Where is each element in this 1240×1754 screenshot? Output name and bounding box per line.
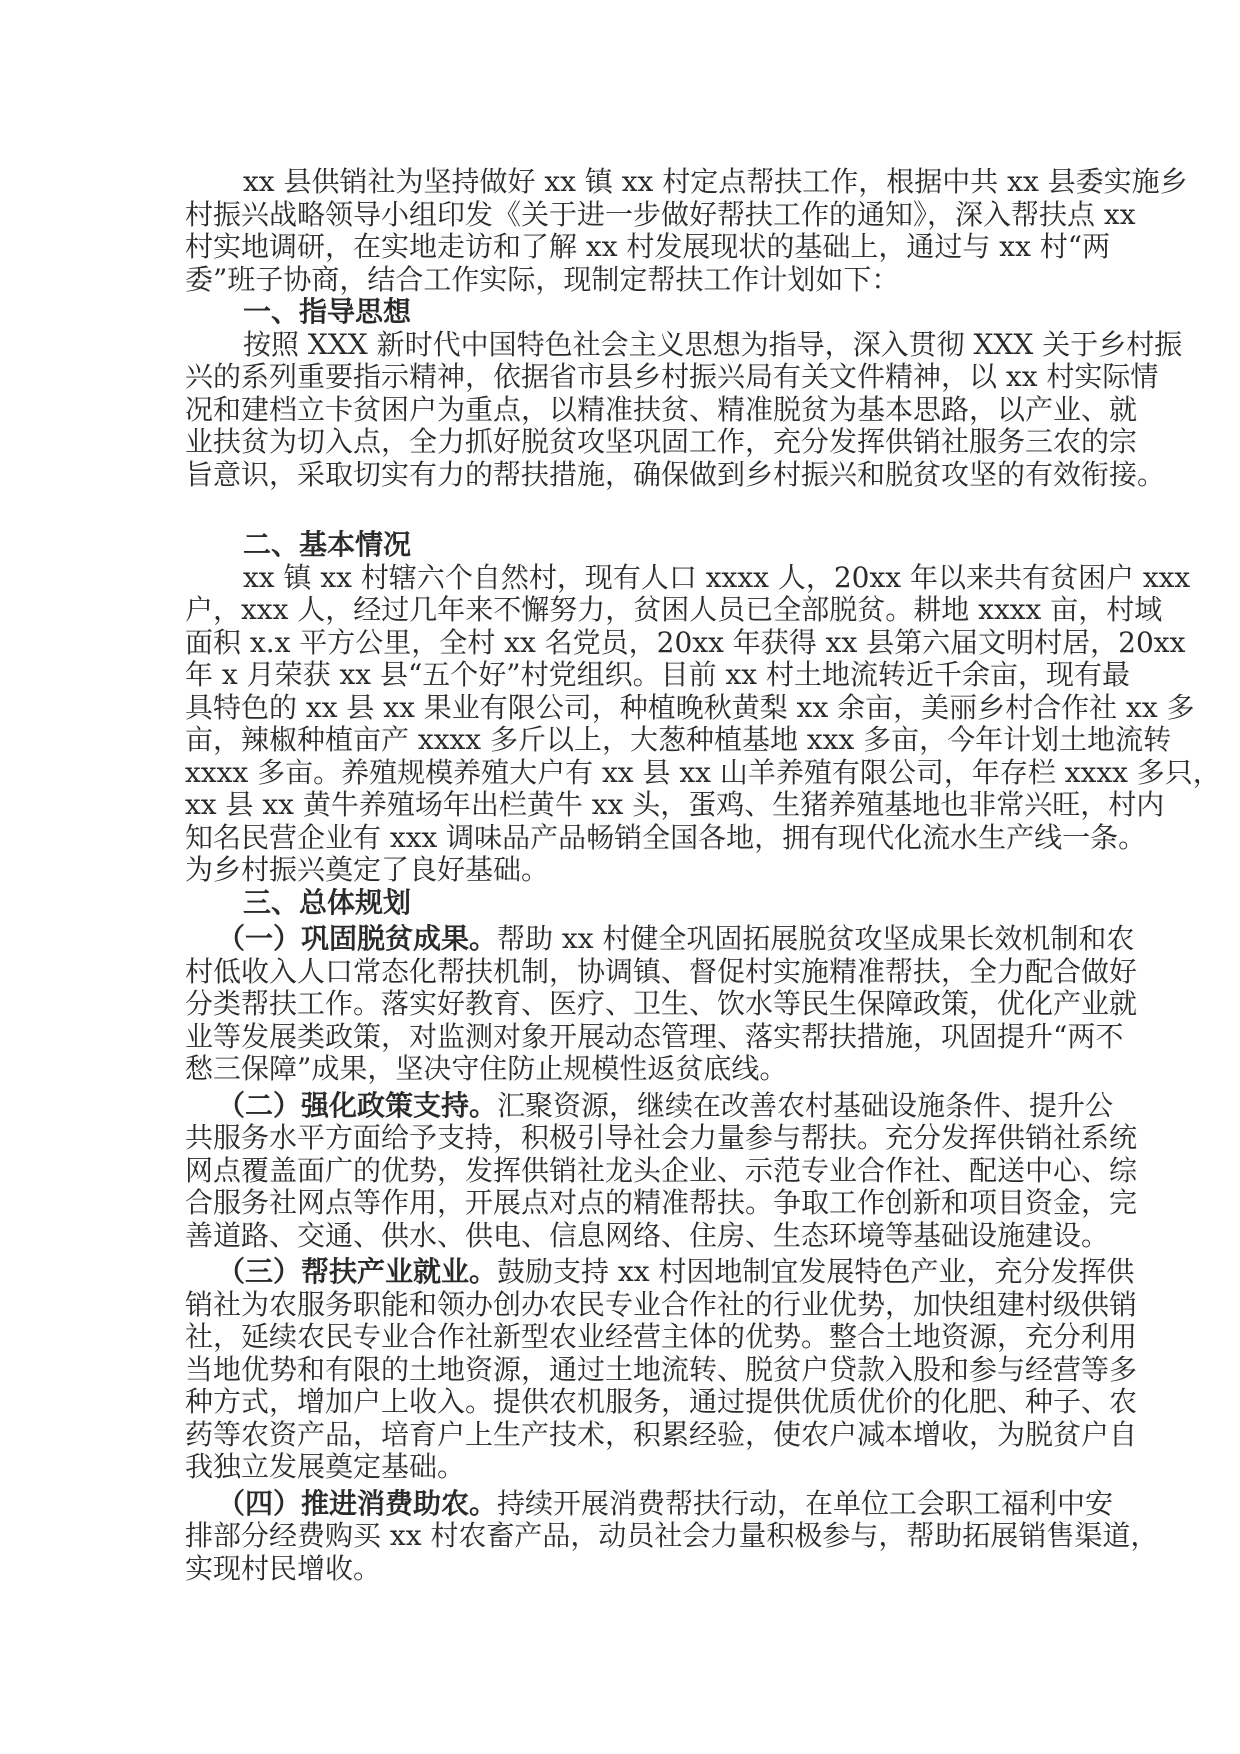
text-line: 分类帮扶工作。落实好教育、医疗、卫生、饮水等民生保障政策，优化产业就 xyxy=(185,987,1138,1020)
text-line: 善道路、交通、供水、供电、信息网络、住房、生态环境等基础设施建设。 xyxy=(185,1218,1110,1252)
section-heading: 一、指导思想 xyxy=(243,295,412,328)
text-line: 排部分经费购买 xx 村农畜产品，动员社会力量积极参与，帮助拓展销售渠道， xyxy=(185,1519,1159,1552)
text-line: 种方式，增加户上收入。提供农机服务，通过提供优质优价的化肥、种子、农 xyxy=(185,1385,1138,1418)
subsection-text: 鼓励支持 xx 村因地制宜发展特色产业，充分发挥供 xyxy=(497,1255,1135,1288)
text-line: 实现村民增收。 xyxy=(185,1551,382,1585)
text-line: 年 x 月荣获 xx 县“五个好”村党组织。目前 xx 村土地流转近千余亩，现有最 xyxy=(185,658,1130,691)
text-line: 户，xxx 人，经过几年来不懈努力，贫困人员已全部脱贫。耕地 xxxx 亩，村域 xyxy=(185,593,1163,626)
text-line: 兴的系列重要指示精神，依据省市县乡村振兴局有关文件精神，以 xx 村实际情 xyxy=(185,360,1159,393)
text-line: xx 县 xx 黄牛养殖场年出栏黄牛 xx 头，蛋鸡、生猪养殖基地也非常兴旺，村内 xyxy=(185,788,1165,821)
text-line: 知名民营企业有 xxx 调味品产品畅销全国各地，拥有现代化流水生产线一条。 xyxy=(185,820,1147,854)
section-heading: 二、基本情况 xyxy=(243,528,412,561)
text-line: 业等发展类政策，对监测对象开展动态管理、落实帮扶措施，巩固提升“两不 xyxy=(185,1019,1124,1053)
text-line: 合服务社网点等作用，开展点对点的精准帮扶。争取工作创新和项目资金，完 xyxy=(185,1186,1138,1219)
text-line xyxy=(185,1255,1135,1289)
text-line: 共服务水平方面给予支持，积极引导社会力量参与帮扶。充分发挥供销社系统 xyxy=(185,1121,1138,1154)
text-line: 药等农资产品，培育户上生产技术，积累经验，使农户减本增收，为脱贫户自 xyxy=(185,1417,1138,1451)
text-line: xx 县供销社为坚持做好 xx 镇 xx 村定点帮扶工作，根据中共 xx 县委实施乡 xyxy=(243,165,1188,198)
body-paragraph xyxy=(185,560,1221,887)
text-line: xx 镇 xx 村辖六个自然村，现有人口 xxxx 人，20xx 年以来共有贫困户 xxx xyxy=(243,560,1191,594)
text-line: 销社为农服务职能和领办创办农民专业合作社的行业优势，加快组建村级供销 xyxy=(185,1287,1138,1321)
text-line: 村振兴战略领导小组印发《关于进一步做好帮扶工作的通知》，深入帮扶点 xx xyxy=(185,197,1136,231)
text-line: 旨意识，采取切实有力的帮扶措施，确保做到乡村振兴和脱贫攻坚的有效衔接。 xyxy=(185,457,1166,491)
subsection-text: 持续开展消费帮扶行动，在单位工会职工福利中安 xyxy=(497,1486,1114,1520)
text-line: 村低收入人口常态化帮扶机制，协调镇、督促村实施精准帮扶，全力配合做好 xyxy=(185,954,1138,988)
text-line: 愁三保障”成果，坚决守住防止规模性返贫底线。 xyxy=(185,1052,788,1085)
text-line: 具特色的 xx 县 xx 果业有限公司，种植晚秋黄梨 xx 余亩，美丽乡村合作社 xx 多 xyxy=(185,690,1195,724)
body-paragraph xyxy=(185,327,1183,492)
subsection-paragraph xyxy=(185,922,1138,1086)
text-line: 当地优势和有限的土地资源，通过土地流转、脱贫户贷款入股和参与经营等多 xyxy=(185,1352,1138,1386)
subsection-title: （二）强化政策支持。 xyxy=(217,1088,498,1122)
text-line: 业扶贫为切入点，全力抓好脱贫攻坚巩固工作，充分发挥供销社服务三农的宗 xyxy=(185,425,1138,458)
document-body xyxy=(185,165,1221,1585)
text-line: 村实地调研，在实地走访和了解 xx 村发展现状的基础上，通过与 xx 村“两 xyxy=(185,230,1111,263)
text-line: 委”班子协商，结合工作实际，现制定帮扶工作计划如下： xyxy=(185,262,900,296)
text-line: 为乡村振兴奠定了良好基础。 xyxy=(185,853,550,886)
text-line: 网点覆盖面广的优势，发挥供销社龙头企业、示范专业合作社、配送中心、综 xyxy=(185,1153,1138,1187)
text-line: 亩，辣椒种植亩产 xxxx 多斤以上，大葱种植基地 xxx 多亩，今年计划土地流转 xyxy=(185,723,1172,756)
text-line: 我独立发展奠定基础。 xyxy=(185,1450,466,1483)
subsection-title: （一）巩固脱贫成果。 xyxy=(217,922,498,955)
subsection-paragraph xyxy=(185,1255,1138,1484)
subsection-title: （四）推进消费助农。 xyxy=(217,1486,498,1520)
text-line xyxy=(185,1486,1114,1521)
text-line xyxy=(185,1088,1114,1123)
text-line: 况和建档立卡贫困户为重点，以精准扶贫、精准脱贫为基本思路，以产业、就 xyxy=(185,392,1138,426)
text-line xyxy=(185,922,1135,956)
subsection-text: 汇聚资源，继续在改善农村基础设施条件、提升公 xyxy=(497,1088,1114,1122)
subsection-title: （三）帮扶产业就业。 xyxy=(217,1255,498,1288)
section-heading: 三、总体规划 xyxy=(243,885,412,919)
subsection-text: 帮助 xx 村健全巩固拓展脱贫攻坚成果长效机制和农 xyxy=(497,922,1135,955)
subsection-paragraph xyxy=(185,1486,1159,1586)
text-line: 按照 XXX 新时代中国特色社会主义思想为指导，深入贯彻 XXX 关于乡村振 xyxy=(243,327,1183,361)
text-line: 面积 x.x 平方公里，全村 xx 名党员，20xx 年获得 xx 县第六届文明村居，20xx xyxy=(185,625,1186,659)
body-paragraph xyxy=(185,165,1188,296)
text-line: xxxx 多亩。养殖规模养殖大户有 xx 县 xx 山羊养殖有限公司，年存栏 xxxx 多只， xyxy=(185,755,1221,789)
subsection-paragraph xyxy=(185,1088,1138,1253)
text-line: 社，延续农民专业合作社新型农业经营主体的优势。整合土地资源，充分利用 xyxy=(185,1320,1138,1353)
